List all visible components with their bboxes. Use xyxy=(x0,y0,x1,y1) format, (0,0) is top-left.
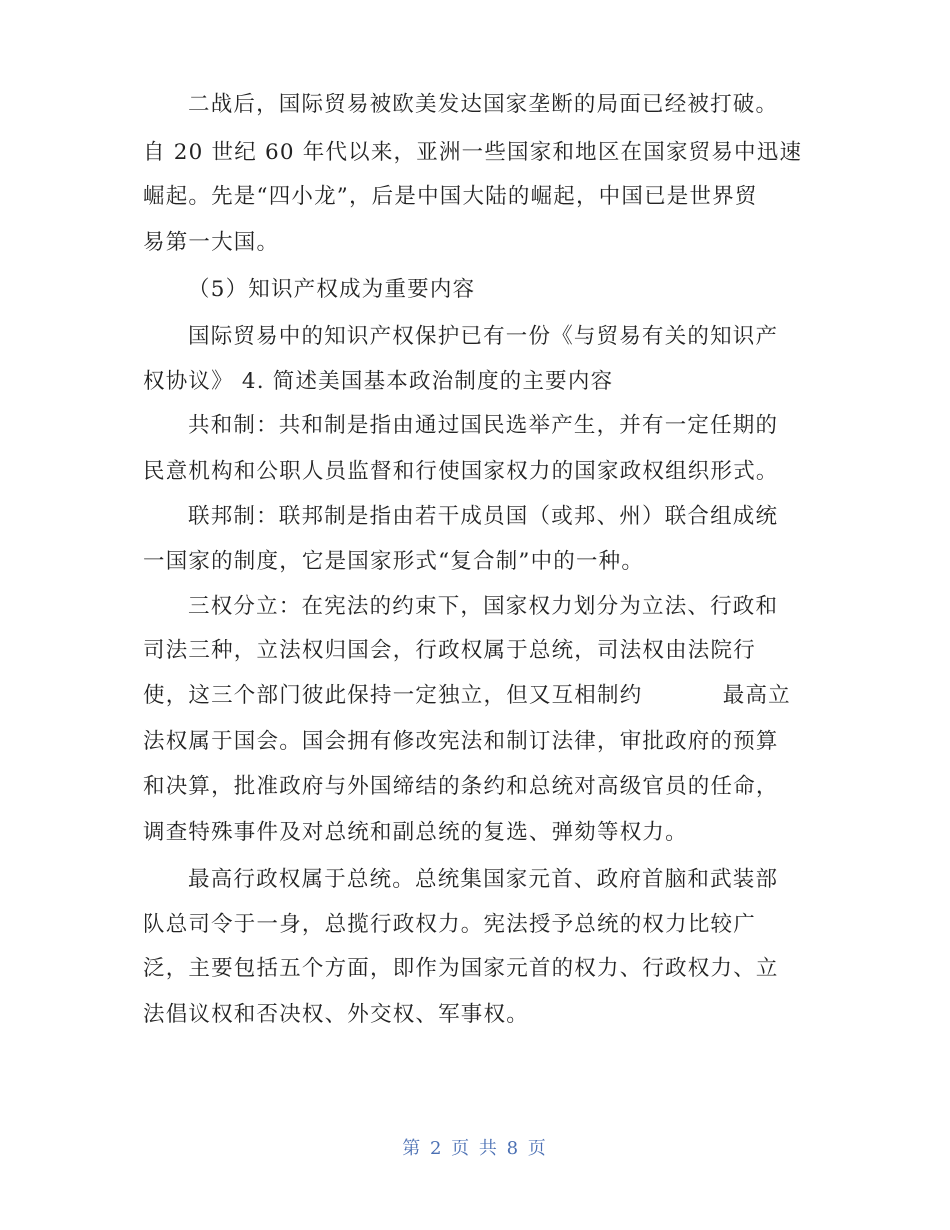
text-line: 调查特殊事件及对总统和副总统的复选、弹劾等权力。 xyxy=(143,820,688,845)
text-line: 司法三种，立法权归国会，行政权属于总统，司法权由法院行 xyxy=(143,638,756,663)
text-line: 自 20 世纪 60 年代以来，亚洲一些国家和地区在国家贸易中迅速 xyxy=(143,140,803,165)
text-line: 队总司令于一身，总揽行政权力。宪法授予总统的权力比较广 xyxy=(143,912,756,937)
text-line: 共和制：共和制是指由通过国民选举产生，并有一定任期的 xyxy=(188,413,779,438)
text-line: 和决算，批准政府与外国缔结的条约和总统对高级官员的任命， xyxy=(143,774,779,799)
text-line: 最高行政权属于总统。总统集国家元首、政府首脑和武装部 xyxy=(188,867,779,892)
text-line: 泛，主要包括五个方面，即作为国家元首的权力、行政权力、立 xyxy=(143,956,779,981)
text-line: 三权分立：在宪法的约束下，国家权力划分为立法、行政和 xyxy=(188,594,779,619)
text-line: 二战后，国际贸易被欧美发达国家垄断的局面已经被打破。 xyxy=(188,92,779,117)
text-line: 国际贸易中的知识产权保护已有一份《与贸易有关的知识产 xyxy=(188,324,779,349)
section-heading: （5）知识产权成为重要内容 xyxy=(188,277,476,302)
text-line: 法权属于国会。国会拥有修改宪法和制订法律，审批政府的预算 xyxy=(143,729,779,754)
text-line: 权协议》 4. 简述美国基本政治制度的主要内容 xyxy=(143,369,614,394)
page-footer: 第 2 页 共 8 页 xyxy=(402,1138,548,1159)
text-line: 联邦制：联邦制是指由若干成员国（或邦、州）联合组成统 xyxy=(188,504,779,529)
text-line: 一国家的制度，它是国家形式“复合制”中的一种。 xyxy=(143,549,645,574)
text-line: 使，这三个部门彼此保持一定独立，但又互相制约 最高立 xyxy=(143,683,791,708)
text-line: 民意机构和公职人员监督和行使国家权力的国家政权组织形式。 xyxy=(143,459,779,484)
text-line: 易第一大国。 xyxy=(143,230,280,255)
text-line: 法倡议权和否决权、外交权、军事权。 xyxy=(143,1002,529,1027)
text-line: 崛起。先是“四小龙”，后是中国大陆的崛起，中国已是世界贸 xyxy=(143,184,758,209)
